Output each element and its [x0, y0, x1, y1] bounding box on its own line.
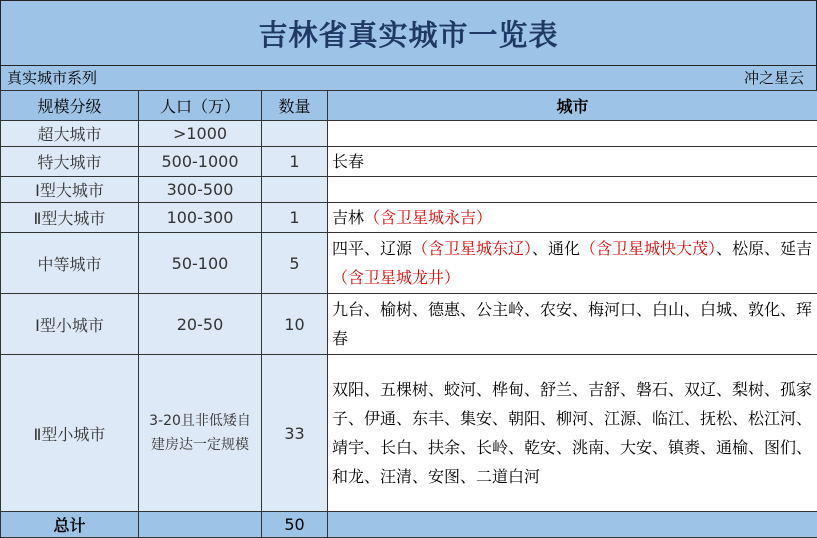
count-cell: 1: [262, 203, 328, 233]
cities-cell: [328, 147, 817, 177]
satellite-city-note: （含卫星城永吉）: [364, 208, 492, 227]
column-header-grade: 规模分级: [1, 91, 139, 121]
city-names: 四平、辽源: [332, 239, 412, 258]
grade-cell: Ⅱ型大城市: [1, 203, 139, 233]
count-cell: [262, 177, 328, 203]
city-names: 吉林: [332, 208, 364, 227]
count-cell: 5: [262, 233, 328, 294]
satellite-city-note: （含卫星城龙井）: [332, 268, 460, 287]
total-cities-empty-cell: [328, 512, 817, 538]
total-row: [1, 512, 817, 538]
satellite-city-note: （含卫星城快大茂）: [580, 239, 716, 258]
cities-cell: [328, 294, 817, 355]
table-row: [1, 233, 817, 294]
population-cell: >1000: [139, 121, 262, 147]
table-row: [1, 294, 817, 355]
population-cell: 300-500: [139, 177, 262, 203]
table-row: [1, 177, 817, 203]
column-header-count: 数量: [262, 91, 328, 121]
table-row: [1, 203, 817, 233]
page-title: 吉林省真实城市一览表: [258, 13, 558, 54]
grade-cell: Ⅱ型小城市: [1, 355, 139, 512]
city-names: 、松原、延吉: [716, 239, 812, 258]
grade-cell: 中等城市: [1, 233, 139, 294]
author-label: 冲之星云: [744, 66, 804, 90]
cities-cell: [328, 355, 817, 512]
subtitle-bar: [0, 66, 817, 90]
count-cell: [262, 121, 328, 147]
cities-cell: [328, 233, 817, 294]
population-cell: 50-100: [139, 233, 262, 294]
table-row: [1, 355, 817, 512]
grade-cell: Ⅰ型小城市: [1, 294, 139, 355]
column-header-population: 人口（万）: [139, 91, 262, 121]
city-names: 九台、榆树、德惠、公主岭、农安、梅河口、白山、白城、敦化、珲春: [332, 300, 812, 348]
city-table: [0, 90, 817, 538]
population-cell: 500-1000: [139, 147, 262, 177]
cities-cell: [328, 177, 817, 203]
cities-cell: [328, 203, 817, 233]
city-names: 、通化: [532, 239, 580, 258]
city-names: 长春: [332, 152, 364, 171]
total-count: 50: [262, 512, 328, 538]
series-label: 真实城市系列: [7, 66, 97, 90]
total-label: 总计: [1, 512, 139, 538]
cities-cell: [328, 121, 817, 147]
count-cell: 33: [262, 355, 328, 512]
table-row: [1, 147, 817, 177]
column-header-cities: 城市: [328, 91, 817, 121]
total-empty-cell: [139, 512, 262, 538]
header-row: [1, 91, 817, 121]
grade-cell: 超大城市: [1, 121, 139, 147]
satellite-city-note: （含卫星城东辽）: [412, 239, 532, 258]
population-cell: 20-50: [139, 294, 262, 355]
count-cell: 1: [262, 147, 328, 177]
population-cell: 3-20且非低矮自建房达一定规模: [139, 355, 262, 512]
city-names: 双阳、五棵树、蛟河、桦甸、舒兰、吉舒、磐石、双辽、梨树、孤家子、伊通、东丰、集安、朝阳、柳河、江源、临江、抚松、松江河、靖宇、长白、扶余、长岭、乾安、洮南、大安、镇赉、通榆、图们、和龙、汪清、安图、二道白河: [332, 380, 812, 486]
grade-cell: 特大城市: [1, 147, 139, 177]
count-cell: 10: [262, 294, 328, 355]
table-row: [1, 121, 817, 147]
title-bar: [0, 0, 817, 66]
grade-cell: Ⅰ型大城市: [1, 177, 139, 203]
population-cell: 100-300: [139, 203, 262, 233]
